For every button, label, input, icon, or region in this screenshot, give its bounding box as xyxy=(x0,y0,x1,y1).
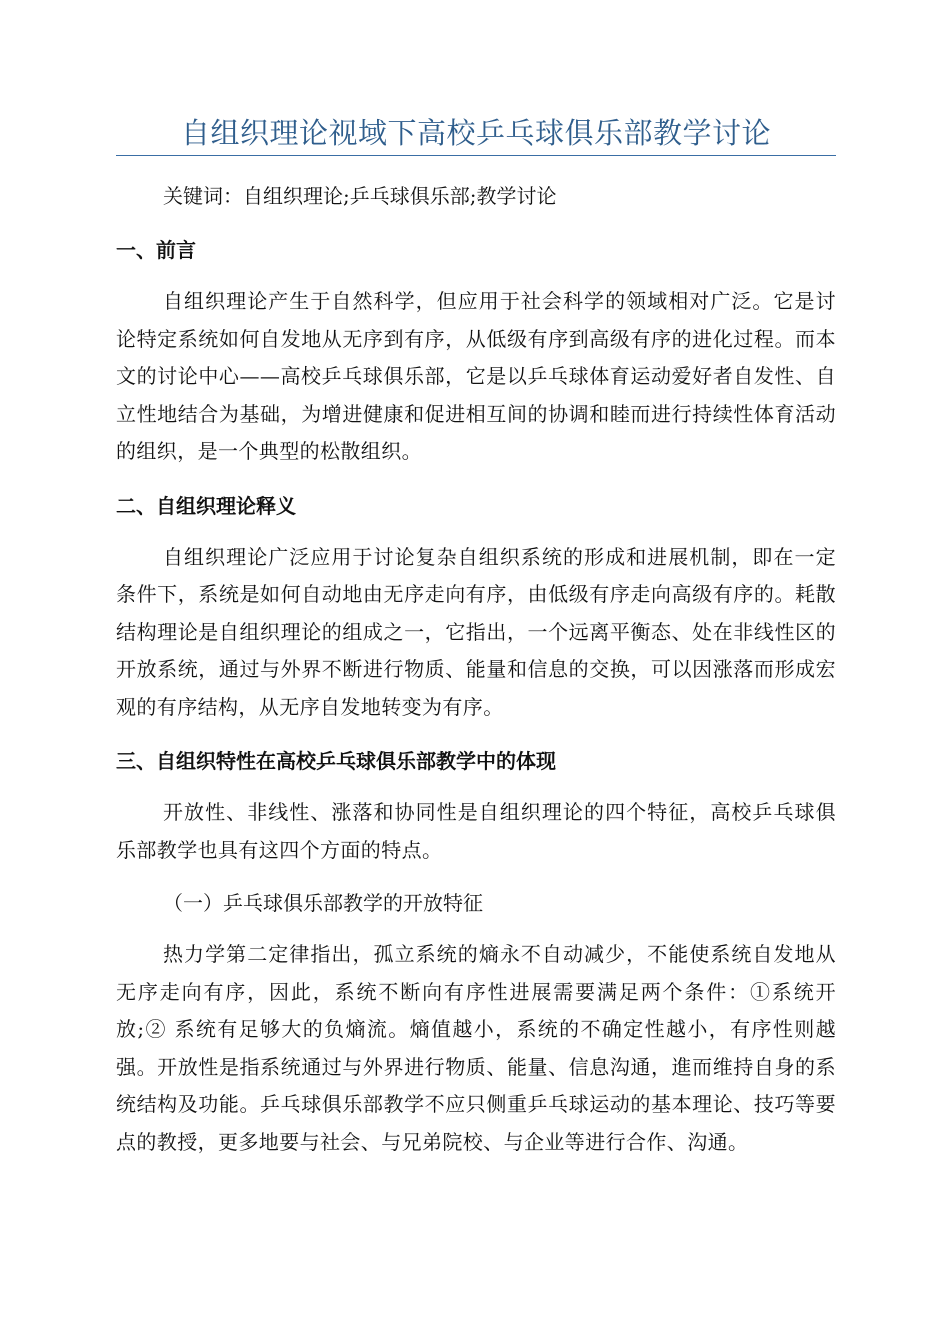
subsection-heading-openness: （一）乒乓球俱乐部教学的开放特征 xyxy=(163,891,483,915)
section-heading-features: 三、自组织特性在高校乒乓球俱乐部教学中的体现 xyxy=(116,749,556,773)
section-paragraph-intro: 自组织理论产生于自然科学，但应用于社会科学的领域相对广泛。它是讨论特定系统如何自发地从无序到有序，从低级有序到高级有序的进化过程。而本文的讨论中心——高校乒乓球俱乐部，它是以乒乓球体育运动爱好者自发性、自立性地结合为基础，为增进健康和促进相互间的协调和睦而进行持续性体育活动的组织，是一个典型的松散组织。 xyxy=(116,289,836,463)
keywords-line: 关键词：自组织理论;乒乓球俱乐部;教学讨论 xyxy=(163,184,557,208)
section-heading-intro: 一、前言 xyxy=(116,238,196,262)
section-heading-theory: 二、自组织理论释义 xyxy=(116,493,296,518)
section-paragraph-features: 开放性、非线性、涨落和协同性是自组织理论的四个特征，高校乒乓球俱乐部教学也具有这四个方面的特点。 xyxy=(116,800,836,862)
subsection-paragraph-openness: 热力学第二定律指出，孤立系统的熵永不自动减少，不能使系统自发地从无序走向有序，因此，系统不断向有序性进展需要满足两个条件：①系统开放;② 系统有足够大的负熵流。熵值越小，系统的不确定性越小，有序性则越强。开放性是指系统通过与外界进行物质、能量、信息沟通，進而维持自身的系统结构及功能。乒乓球俱乐部教学不应只侧重乒乓球运动的基本理论、技巧等要点的教授，更多地要与社会、与兄弟院校、与企业等进行合作、沟通。 xyxy=(116,942,836,1154)
section-paragraph-theory: 自组织理论广泛应用于讨论复杂自组织系统的形成和进展机制，即在一定条件下，系统是如何自动地由无序走向有序，由低级有序走向高级有序的。耗散结构理论是自组织理论的组成之一，它指出，一个远离平衡态、处在非线性区的开放系统，通过与外界不断进行物质、能量和信息的交换，可以因涨落而形成宏观的有序结构，从无序自发地转变为有序。 xyxy=(116,544,836,719)
document-page xyxy=(116,108,836,1161)
document-title: 自组织理论视域下高校乒乓球俱乐部教学讨论 xyxy=(180,116,771,150)
